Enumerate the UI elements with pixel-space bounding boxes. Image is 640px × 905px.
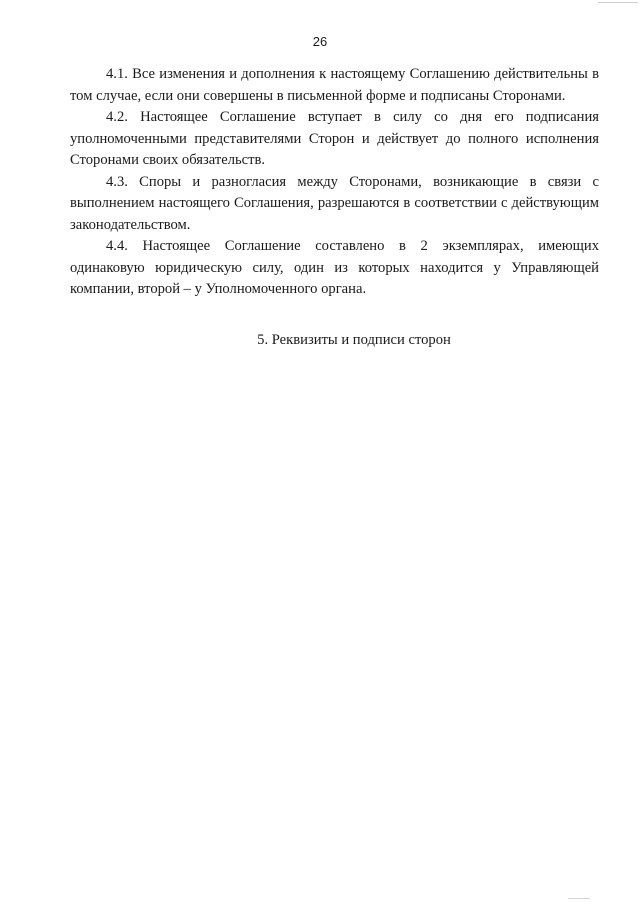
paragraph-4-2: 4.2. Настоящее Соглашение вступает в силу со дня его подписания уполномоченными представителями Сторон и действует до полного исполнения Сторонами своих обязательств.: [70, 109, 599, 168]
document-body: [70, 64, 599, 301]
paragraph-4-3: 4.3. Споры и разногласия между Сторонами, возникающие в связи с выполнением настоящего Соглашения, разрешаются в соответствии с действующим законодательством.: [70, 173, 599, 233]
scan-artifact-top: [598, 2, 638, 3]
scan-artifact-bottom: [568, 898, 590, 899]
page-number: 26: [312, 34, 328, 49]
paragraph-4-4: 4.4. Настоящее Соглашение составлено в 2 экземплярах, имеющих одинаковую юридическую силу, один из которых находится у Управляющей компании, второй – у Уполномоченного органа.: [70, 238, 599, 297]
section-heading: 5. Реквизиты и подписи сторон: [257, 332, 451, 348]
paragraph-4-1: 4.1. Все изменения и дополнения к настоящему Соглашению действительны в том случае, если они совершены в письменной форме и подписаны Сторонами.: [70, 66, 599, 104]
